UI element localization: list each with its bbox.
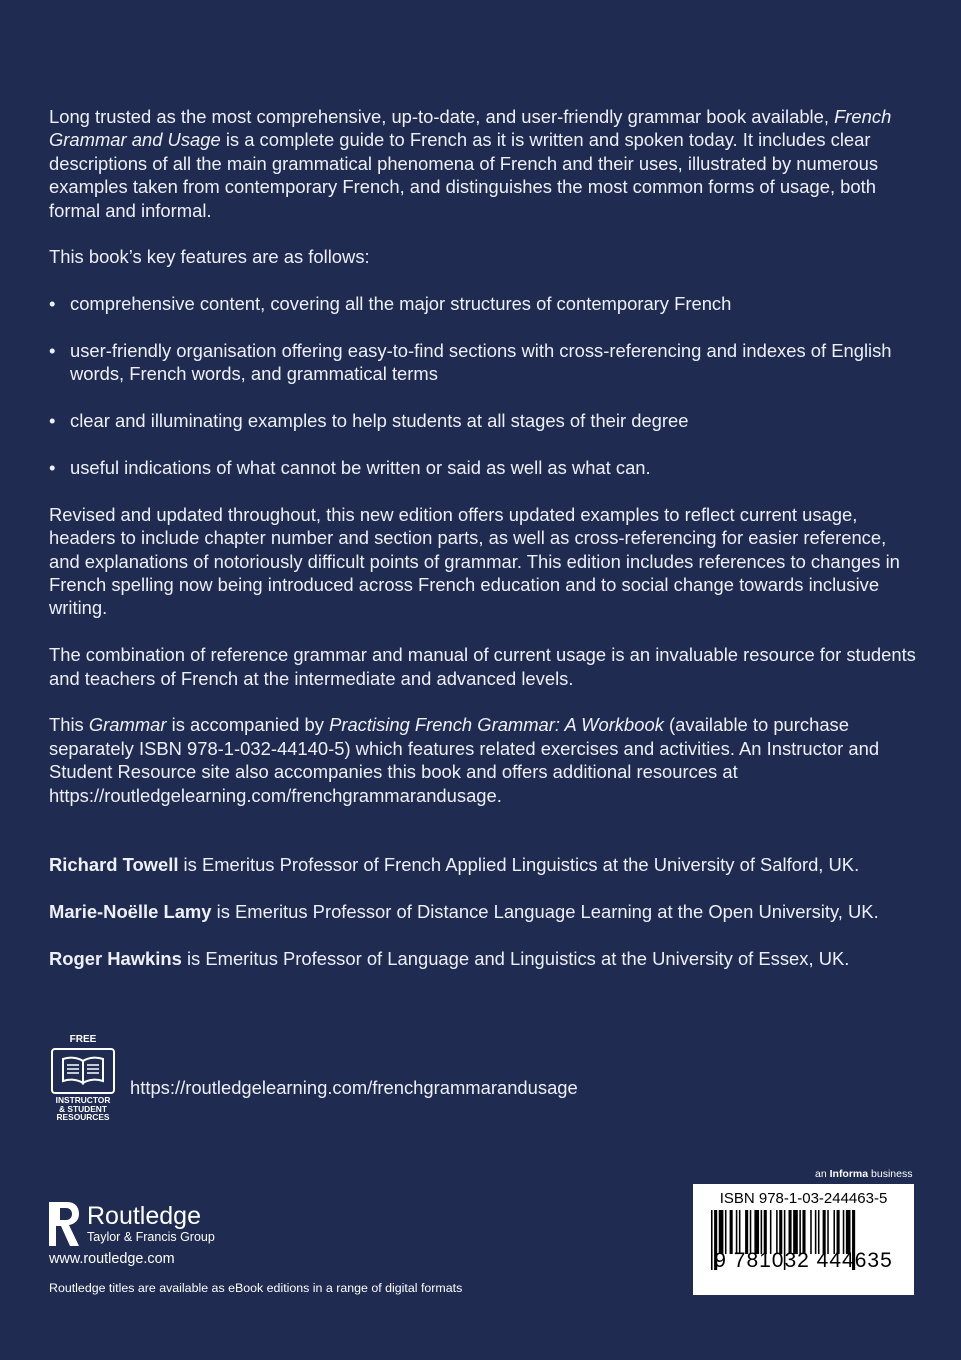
workbook-title: Practising French Grammar: A Workbook [329, 714, 664, 736]
badge-free-label: FREE [69, 1034, 97, 1045]
routledge-logo-icon [47, 1200, 81, 1248]
author-description: is Emeritus Professor of Language and Linguistics at the University of Essex, UK. [181, 947, 850, 969]
barcode-bar [799, 1210, 801, 1254]
badge-frame [51, 1048, 115, 1094]
isbn-barcode [693, 1184, 914, 1295]
barcode-bar [815, 1210, 817, 1254]
intro-text-start: Long trusted as the most comprehensive, up-to-date, and user-friendly grammar book available, [49, 106, 835, 127]
barcode-bar [730, 1210, 733, 1254]
routledge-logo [47, 1200, 227, 1250]
barcode-bar [818, 1210, 820, 1254]
author-bio [49, 900, 929, 923]
barcode-bar [719, 1210, 724, 1254]
barcode-bar [823, 1210, 826, 1254]
informa-brand: Informa [829, 1168, 869, 1180]
features-intro: This book’s key features are as follows: [49, 246, 370, 268]
intro-paragraph [49, 105, 919, 222]
barcode-digits: 9 781032 444635 [714, 1249, 893, 1272]
barcode-bar [802, 1210, 805, 1254]
barcode-bar [837, 1210, 840, 1254]
resource-url[interactable]: https://routledgelearning.com/frenchgrammarandusage [130, 1077, 578, 1098]
intro-text-end: is a complete guide to French as it is written and spoken today. It includes clear descriptions of all the main grammatical phenomena of French and their uses, illustrated by numerous examples taken from contemporary French, and distinguishes the most common forms of usage, both formal and informal. [49, 129, 879, 221]
publisher-website[interactable]: www.routledge.com [49, 1251, 175, 1267]
book-title: French Grammar and Usage [49, 106, 892, 151]
publisher-name: Routledge [87, 1202, 201, 1230]
grammar-title: Grammar [88, 714, 167, 736]
barcode-bar [736, 1210, 738, 1254]
accomp-text-end: (available to purchase separately ISBN 978-1-032-44140-5) which features related exercises and activities. An Instructor and Student Resource site also accompanies this book and offers additional resources at https://routledgelearning.com/frenchgrammarandusage. [49, 714, 880, 806]
author-bio [49, 853, 929, 876]
badge-label-line: INSTRUCTOR [55, 1095, 111, 1105]
author-description: is Emeritus Professor of Distance Language Learning at the Open University, UK. [211, 900, 879, 922]
informa-prefix: an [815, 1168, 830, 1180]
author-bio [49, 947, 929, 970]
open-book-icon [60, 1055, 106, 1087]
book-blurb [49, 105, 919, 830]
publisher-tagline: Taylor & Francis Group [87, 1230, 215, 1244]
author-description: is Emeritus Professor of French Applied Linguistics at the University of Salford, UK. [178, 854, 860, 875]
feature-item: • useful indications of what cannot be written or said as well as what can. [49, 456, 919, 479]
barcode-bar [750, 1210, 752, 1254]
badge-label-line: & STUDENT [59, 1103, 107, 1114]
author-bios [49, 853, 929, 993]
barcode-bar [846, 1210, 851, 1254]
feature-item: • comprehensive content, covering all the major structures of contemporary French [49, 292, 919, 315]
barcode-bar [776, 1210, 778, 1254]
barcode-bar [833, 1210, 835, 1254]
author-name: Marie-Noëlle Lamy [49, 900, 212, 922]
barcode-bar [793, 1210, 798, 1254]
ebook-note: Routledge titles are available as eBook editions in a range of digital formats [49, 1281, 463, 1295]
barcode-bar [764, 1210, 767, 1254]
accomp-text-start: This [49, 714, 89, 736]
accomp-text-mid: is accompanied by [166, 714, 330, 736]
accompanied-paragraph [49, 713, 919, 807]
barcode-bar [770, 1210, 772, 1254]
author-name: Roger Hawkins [49, 947, 182, 969]
barcode-bar [761, 1210, 763, 1254]
feature-item: • clear and illuminating examples to help students at all stages of their degree [49, 409, 919, 432]
informa-suffix: business [868, 1168, 913, 1180]
revised-paragraph: Revised and updated throughout, this new edition offers updated examples to reflect current usage, headers to include chapter number and section parts, as well as cross-referencing for easier reference, and explanations of notoriously difficult points of grammar. This edition includes references to changes in French spelling now being introduced across French education and to social change towards inclusive writing. [49, 503, 900, 619]
barcode-bar [843, 1210, 845, 1254]
barcode-bar [754, 1210, 759, 1254]
barcode-bar [725, 1210, 727, 1254]
barcode-bar [739, 1210, 741, 1254]
isbn-label: ISBN 978-1-03-244463-5 [719, 1190, 888, 1207]
barcode-bar [810, 1210, 812, 1254]
informa-business-label [815, 1168, 912, 1180]
barcode-bar [779, 1210, 782, 1254]
barcode-bar [827, 1210, 829, 1254]
feature-item: • user-friendly organisation offering easy-to-find sections with cross-referencing and indexes of English words, French words, and grammatical terms [49, 339, 919, 386]
barcode-bar [789, 1210, 792, 1254]
author-name: Richard Towell [49, 854, 179, 875]
combination-paragraph: The combination of reference grammar and manual of current usage is an invaluable resource for students and teachers of French at the intermediate and advanced levels. [49, 644, 916, 689]
features-list [49, 292, 919, 479]
free-resources-badge [48, 1034, 118, 1128]
barcode-bar [745, 1210, 748, 1254]
badge-label-line: RESOURCES [56, 1112, 110, 1123]
